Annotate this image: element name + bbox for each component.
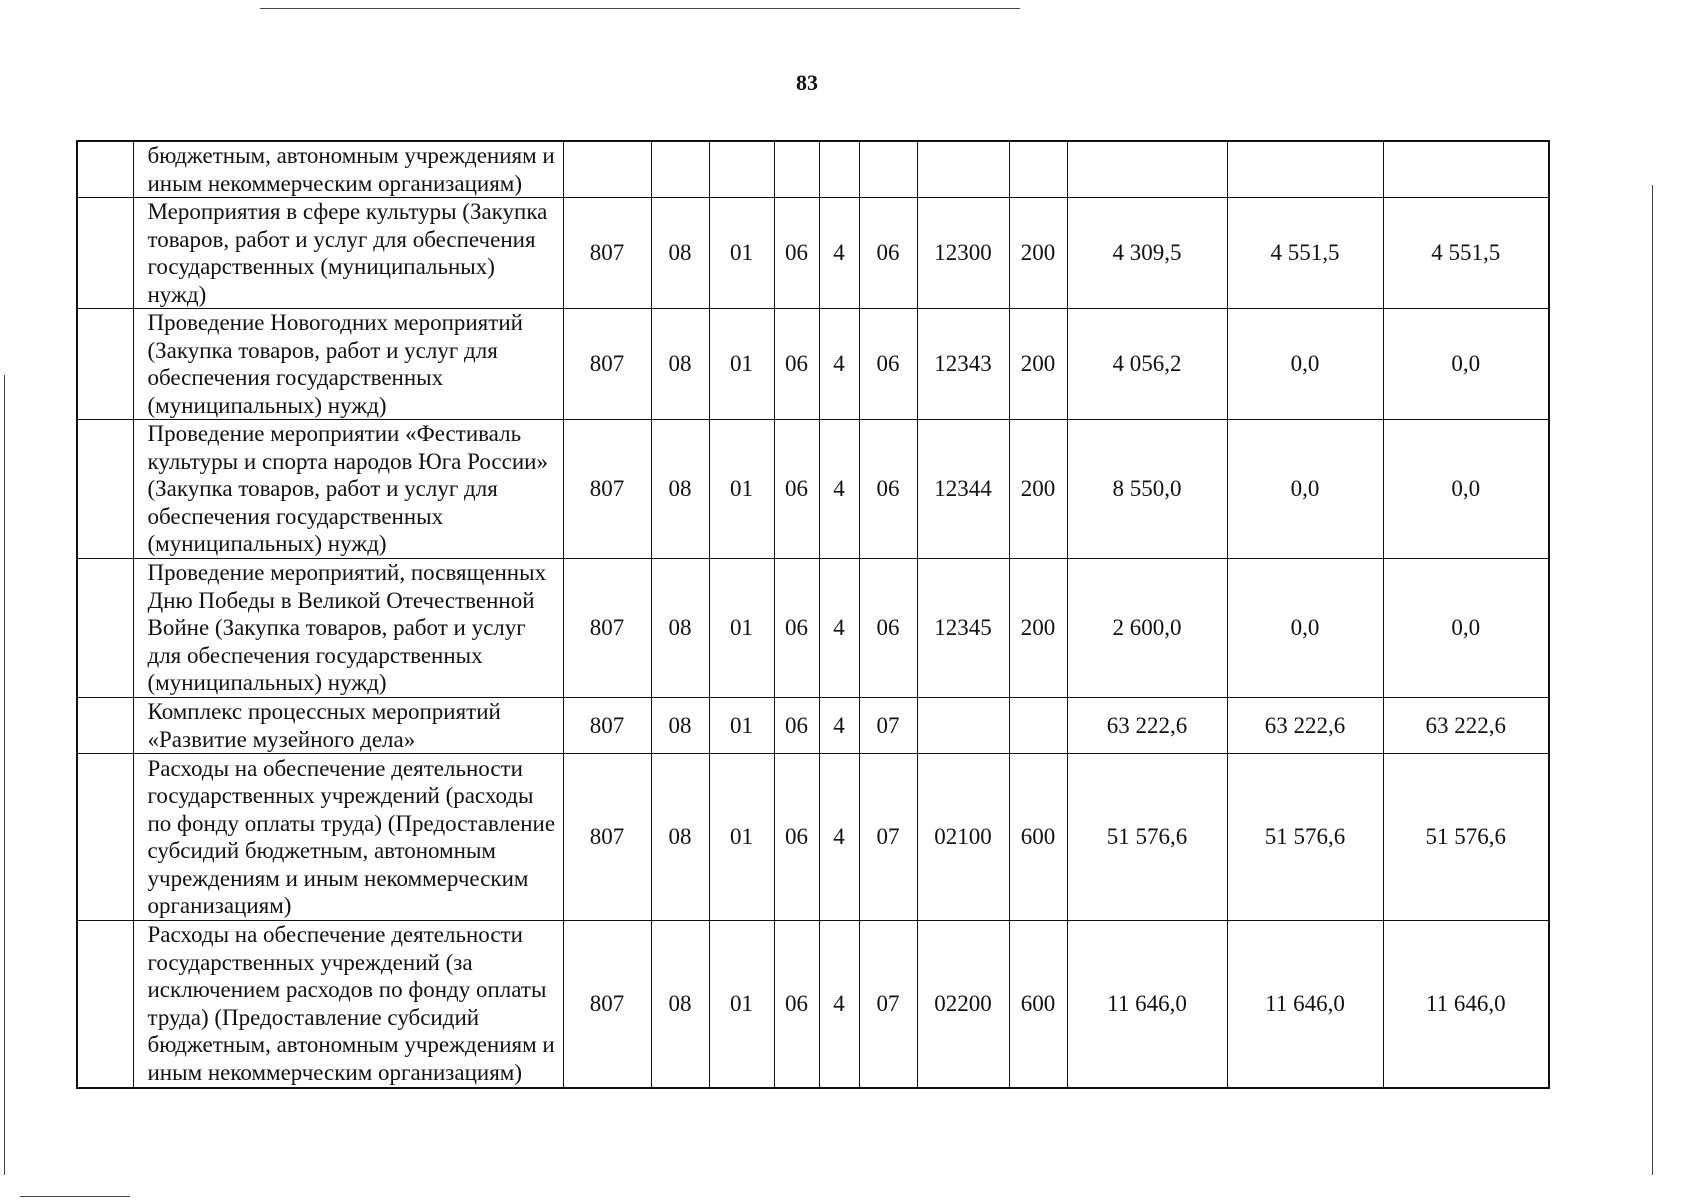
program-code: 06 [774,420,819,559]
direction-code: 02100 [917,754,1009,921]
program-code [774,141,819,198]
amount-year-2: 0,0 [1227,559,1383,698]
section-code: 08 [651,754,709,921]
subprogram-type-code: 4 [819,754,859,921]
table-row [77,141,1549,198]
direction-code: 02200 [917,921,1009,1088]
table-row [77,698,1549,754]
program-element-code [859,141,917,198]
expense-type-code [1009,141,1067,198]
expense-type-code: 200 [1009,309,1067,420]
amount-year-1 [1067,141,1227,198]
ministry-code: 807 [563,198,651,309]
program-code: 06 [774,698,819,754]
program-element-code: 06 [859,309,917,420]
program-code: 06 [774,309,819,420]
section-code: 08 [651,420,709,559]
amount-year-2: 11 646,0 [1227,921,1383,1088]
subsection-code: 01 [709,698,774,754]
subprogram-type-code: 4 [819,698,859,754]
subsection-code: 01 [709,754,774,921]
budget-table [76,140,1550,1089]
table-row [77,921,1549,1088]
subprogram-type-code: 4 [819,559,859,698]
section-code: 08 [651,309,709,420]
amount-year-2: 4 551,5 [1227,198,1383,309]
amount-year-3: 11 646,0 [1383,921,1549,1088]
table-row [77,559,1549,698]
ministry-code: 807 [563,921,651,1088]
row-number [77,420,133,559]
direction-code: 12343 [917,309,1009,420]
amount-year-1: 11 646,0 [1067,921,1227,1088]
program-element-code: 07 [859,698,917,754]
amount-year-3: 0,0 [1383,420,1549,559]
amount-year-1: 63 222,6 [1067,698,1227,754]
direction-code: 12344 [917,420,1009,559]
direction-code: 12345 [917,559,1009,698]
direction-code [917,141,1009,198]
program-element-code: 07 [859,921,917,1088]
subprogram-type-code: 4 [819,420,859,559]
direction-code: 12300 [917,198,1009,309]
ministry-code: 807 [563,420,651,559]
amount-year-1: 51 576,6 [1067,754,1227,921]
ministry-code: 807 [563,309,651,420]
row-number [77,309,133,420]
subprogram-type-code: 4 [819,921,859,1088]
subsection-code: 01 [709,420,774,559]
expense-type-code: 200 [1009,420,1067,559]
ministry-code [563,141,651,198]
program-code: 06 [774,921,819,1088]
direction-code [917,698,1009,754]
subsection-code: 01 [709,921,774,1088]
section-code: 08 [651,698,709,754]
amount-year-3: 0,0 [1383,309,1549,420]
amount-year-2 [1227,141,1383,198]
amount-year-3: 51 576,6 [1383,754,1549,921]
row-number [77,559,133,698]
ministry-code: 807 [563,754,651,921]
subsection-code [709,141,774,198]
row-number [77,698,133,754]
row-description: Комплекс процессных мероприятий «Развитие музейного дела» [133,698,563,754]
amount-year-2: 0,0 [1227,309,1383,420]
expense-type-code: 200 [1009,198,1067,309]
program-code: 06 [774,754,819,921]
expense-type-code: 200 [1009,559,1067,698]
ministry-code: 807 [563,698,651,754]
ministry-code: 807 [563,559,651,698]
amount-year-3: 4 551,5 [1383,198,1549,309]
subsection-code: 01 [709,309,774,420]
program-element-code: 06 [859,198,917,309]
row-number [77,921,133,1088]
program-element-code: 06 [859,420,917,559]
budget-table-body [77,141,1549,1088]
table-row [77,420,1549,559]
row-description: Проведение Новогодних мероприятий (Закупка товаров, работ и услуг для обеспечения государственных (муниципальных) нужд) [133,309,563,420]
amount-year-1: 2 600,0 [1067,559,1227,698]
expense-type-code: 600 [1009,754,1067,921]
section-code: 08 [651,198,709,309]
row-description: Проведение мероприятий, посвященных Дню Победы в Великой Отечественной Войне (Закупка товаров, работ и услуг для обеспечения государственных (муниципальных) нужд) [133,559,563,698]
row-description: Проведение мероприятии «Фестиваль культуры и спорта народов Юга России» (Закупка товаров, работ и услуг для обеспечения государственных (муниципальных) нужд) [133,420,563,559]
scan-artifact-top [260,8,1020,9]
amount-year-1: 4 309,5 [1067,198,1227,309]
subprogram-type-code: 4 [819,198,859,309]
amount-year-1: 4 056,2 [1067,309,1227,420]
amount-year-3 [1383,141,1549,198]
scan-artifact-right [1652,185,1653,1175]
row-number [77,754,133,921]
expense-type-code: 600 [1009,921,1067,1088]
scan-artifact-bottom [20,1196,130,1197]
table-row [77,198,1549,309]
program-element-code: 06 [859,559,917,698]
subsection-code: 01 [709,559,774,698]
section-code: 08 [651,559,709,698]
subsection-code: 01 [709,198,774,309]
row-number [77,198,133,309]
subprogram-type-code [819,141,859,198]
section-code [651,141,709,198]
amount-year-1: 8 550,0 [1067,420,1227,559]
table-row [77,754,1549,921]
program-code: 06 [774,559,819,698]
table-row [77,309,1549,420]
amount-year-3: 63 222,6 [1383,698,1549,754]
scan-artifact-left [4,375,5,1175]
section-code: 08 [651,921,709,1088]
amount-year-2: 63 222,6 [1227,698,1383,754]
program-code: 06 [774,198,819,309]
row-description: Расходы на обеспечение деятельности государственных учреждений (за исключением расходов по фонду оплаты труда) (Предоставление субсидий бюджетным, автономным учреждениям и иным некоммерческим организациям) [133,921,563,1088]
subprogram-type-code: 4 [819,309,859,420]
row-number [77,141,133,198]
row-description: бюджетным, автономным учреждениям и иным некоммерческим организациям) [133,141,563,198]
page-number: 83 [796,70,818,95]
amount-year-3: 0,0 [1383,559,1549,698]
amount-year-2: 51 576,6 [1227,754,1383,921]
amount-year-2: 0,0 [1227,420,1383,559]
row-description: Расходы на обеспечение деятельности государственных учреждений (расходы по фонду оплаты труда) (Предоставление субсидий бюджетным, автономным учреждениям и иным некоммерческим организациям) [133,754,563,921]
expense-type-code [1009,698,1067,754]
program-element-code: 07 [859,754,917,921]
row-description: Мероприятия в сфере культуры (Закупка товаров, работ и услуг для обеспечения государственных (муниципальных) нужд) [133,198,563,309]
